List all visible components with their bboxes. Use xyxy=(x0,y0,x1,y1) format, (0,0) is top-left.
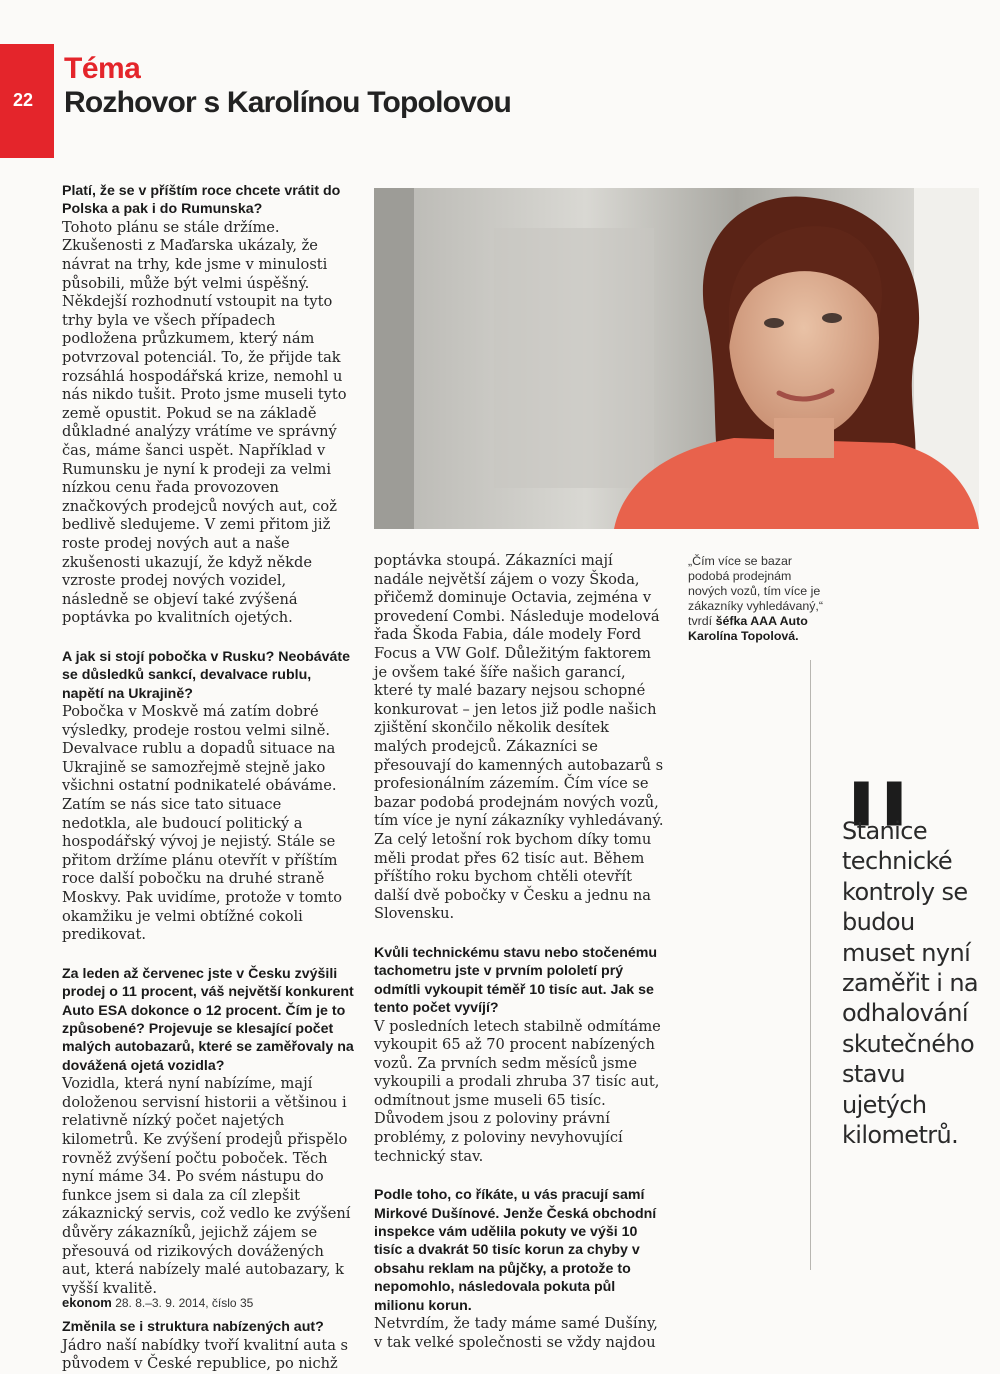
caption-attribution: šéfka AAA Auto Karolína Topolová. xyxy=(688,614,808,643)
interview-question: Podle toho, co říkáte, u vás pracují samí Mirkové Dušínové. Jenže Česká obchodní inspekce vám udělila pokuty ve výši 10 tisíc a dvakrát 50 tisíc korun za chyby v obsahu reklam na půjčky, a protože to nepomohlo, následovala pokuta půl milionu korun. xyxy=(374,1187,657,1314)
quote-mark-icon: ❚❚ xyxy=(843,775,909,826)
column-divider xyxy=(810,660,811,1270)
portrait-photo xyxy=(374,188,979,529)
page-number: 22 xyxy=(12,90,34,110)
interview-answer: Pobočka v Moskvě má zatím dobré výsledky, prodeje rostou velmi silně. Devalvace rublu a dopadů situace na Ukrajině se samozřejmě stejně jako všichni ostatní podnikatelé obáváme. Zatím se nás sice tato situace nedotkla, ale budoucí politický a hospodářský vývoj je nejistý. Stále se přitom držíme plánu otevřít v příštím roce další pobočku na druhé straně Moskvy. Pak uvidíme, protože v tomto okamžiku je velmi obtížné cokoli predikovat. xyxy=(62,703,343,944)
interview-answer: V posledních letech stabilně odmítáme vykoupit 65 až 70 procent nabízených vozů. Za prvních sedm měsíců jsme vykoupili a prodali zhruba 37 tisíc aut, odmítnout jsme museli 65 tisíc. Důvodem jsou z poloviny právní problémy, z poloviny nevyhovující technický stav. xyxy=(374,1017,661,1165)
magazine-brand: ekonom xyxy=(62,1295,112,1310)
interview-question: Platí, že se v příštím roce chcete vrátit do Polska a pak i do Rumunska? xyxy=(62,183,341,218)
interview-answer: Netvrdím, že tady máme samé Dušíny, v tak velké společnosti se vždy najdou xyxy=(374,1315,658,1351)
article-title: Rozhovor s Karolínou Topolovou xyxy=(64,86,512,119)
pull-quote: Stanice technické kontroly se budou muset nyní zaměřit i na odhalování skutečného stavu ujetých kilometrů. xyxy=(842,817,979,1150)
article-column-2 xyxy=(374,552,664,1352)
interview-question: Za leden až červenec jste v Česku zvýšili prodej o 11 procent, váš největší konkurent Auto ESA dokonce o 12 procent. Čím je to způsobené? Projevuje se klesající počet malých autobazarů, které se zaměřovaly na dovážená ojetá vozidla? xyxy=(62,965,354,1074)
interview-question: Kvůli technickému stavu nebo stočenému tachometru jste v prvním pololetí prý odmítli vykoupit téměř 10 tisíc aut. Jak se tento počet vyvíjí? xyxy=(374,944,658,1017)
interview-answer: Jádro naší nabídky tvoří kvalitní auta s původem v České republice, po nichž xyxy=(62,1336,349,1373)
issue-info: 28. 8.–3. 9. 2014, číslo 35 xyxy=(115,1296,254,1310)
interview-question: Změnila se i struktura nabízených aut? xyxy=(62,1319,324,1336)
photo-caption xyxy=(688,554,828,644)
interview-answer: Vozidla, která nyní nabízíme, mají doloženou servisní historii a většinou i relativně nízký počet najetých kilometrů. Ke zvýšení prodejů přispělo rovněž zvýšení počtu poboček. Těch nyní máme 34. Po svém nástupu do funkce jsem si dala za cíl zlepšit zákaznický servis, což vedlo ke zvýšení důvěry zákazníků, jejichž zájem se přesouvá od rizikových dovážených aut, která nabízely malé autobazary, k vyšší kvalitě. xyxy=(62,1075,351,1297)
interview-answer: Tohoto plánu se stále držíme. Zkušenosti z Maďarska ukázaly, že návrat na trhy, kde jsme v minulosti působili, může být velmi úspěšný. Někdejší rozhodnutí vstoupit na tyto trhy byla ve všech případech podložena průzkumem, který nám potvrzoval potenciál. To, že přijde tak rozsáhlá hospodářská krize, nemohl u nás nikdo tušit. Proto jsme museli tyto země opustit. Pokud se na základě důkladné analýzy vrátíme ve správný čas, máme šanci uspět. Například v Rumunsku je nyní k prodeji za velmi nízkou cenu řada provozoven značkových prodejců nových aut, což bedlivě sledujeme. V zemi přitom již roste prodej nových aut a naše zkušenosti ukazují, že když někde vzroste prodej nových vozidel, následně se objeví také zvýšená poptávka po kvalitních ojetých. xyxy=(62,218,347,627)
article-column-1 xyxy=(62,182,354,1374)
interview-question: A jak si stojí pobočka v Rusku? Neobáváte se důsledků sankcí, devalvace rublu, napětí na Ukrajině? xyxy=(62,648,351,702)
interview-answer: poptávka stoupá. Zákazníci mají nadále největší zájem o vozy Škoda, přičemž dominuje Octavia, zejména v provedení Combi. Následuje modelová řada Škoda Fabia, dále modely Ford Focus a VW Golf. Důležitým faktorem je ovšem také šíře našich garancí, které ty malé bazary nejsou schopné konkurovat – jen letos již podle našich zjištění skončilo několik desítek malých prodejců. Zákazníci se přesouvají do kamenných autobazarů s profesionálním zázemím. Čím více se bazar podobá prodejnám nových vozů, tím více je nyní zákazníky vyhledávaný. Za celý letošní rok bychom díky tomu měli prodat přes 62 tisíc aut. Během příštího roku bychom chtěli otevřít další dvě pobočky v Česku a jednu na Slovensku. xyxy=(374,552,664,923)
page-footer xyxy=(62,1295,253,1310)
section-label: Téma xyxy=(64,52,141,85)
caption-quote: „Čím více se bazar podobá prodejnám nových vozů, tím více je zákazníky vyhledávaný,“ tvrdí xyxy=(688,554,823,628)
